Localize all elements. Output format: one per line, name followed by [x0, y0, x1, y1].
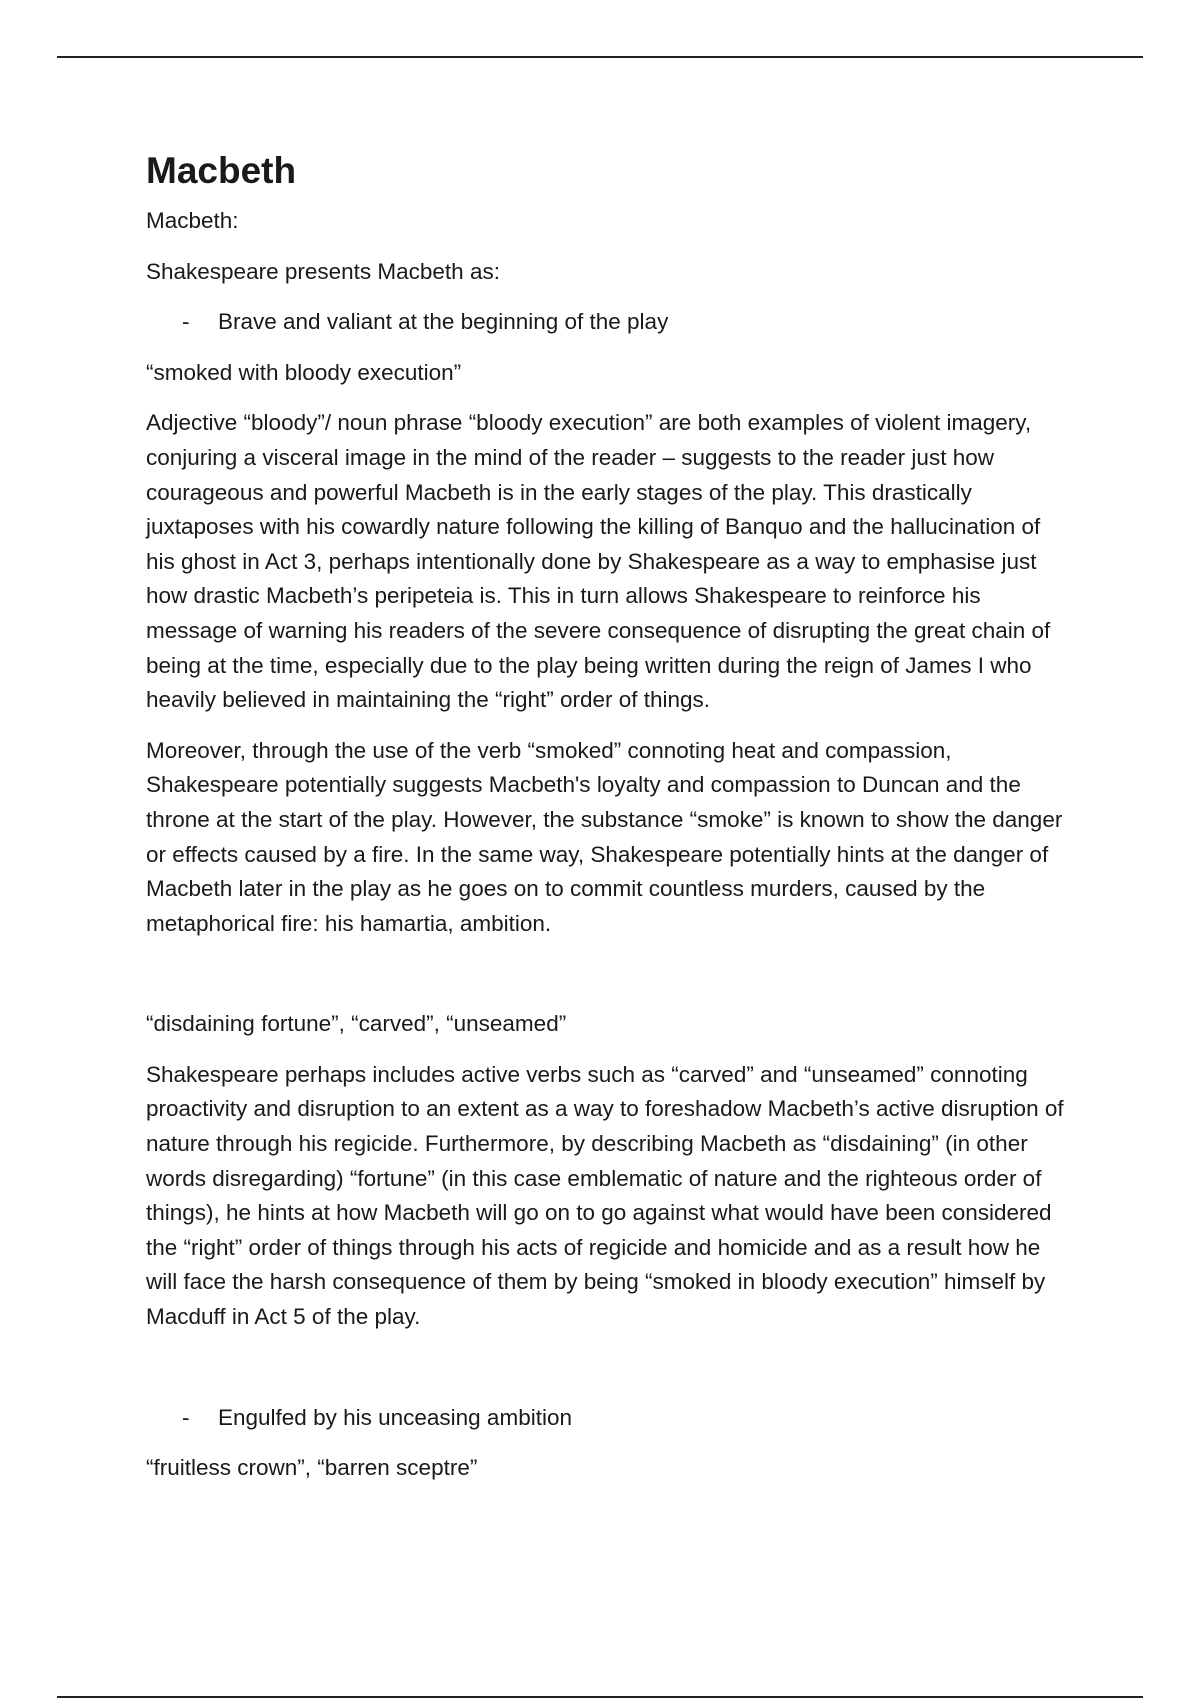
- bullet-text: Brave and valiant at the beginning of the play: [218, 309, 669, 335]
- footer-rule: [57, 1696, 1143, 1698]
- header-rule: [57, 56, 1143, 58]
- analysis-paragraph-2: Moreover, through the use of the verb “smoked” connoting heat and compassion, Shakespeare potentially suggests Macbeth's loyalty and compassion to Duncan and the throne at the start of the play. However, the substance “smoke” is known to show the danger or effects caused by a fire. In the same way, Shakespeare potentially hints at the danger of Macbeth later in the play as he goes on to commit countless murders, caused by the metaphorical fire: his hamartia, ambition.: [146, 737, 1063, 936]
- document-title: Macbeth: [146, 150, 297, 191]
- bullet-item-brave: [146, 305, 1066, 340]
- document-body: [146, 146, 1066, 1502]
- subheading: Macbeth:: [146, 208, 239, 233]
- analysis-paragraph-3: Shakespeare perhaps includes active verbs such as “carved” and “unseamed” connoting proactivity and disruption to an extent as a way to foreshadow Macbeth’s active disruption of nature through his regicide. Furthermore, by describing Macbeth as “disdaining” (in other words disregarding) “fortune” (in this case emblematic of nature and the righteous order of things), he hints at how Macbeth will go on to go against what would have been considered the “right” order of things through his acts of regicide and homicide and as a result how he will face the harsh consequence of them by being “smoked in bloody execution” himself by Macduff in Act 5 of the play.: [146, 1061, 1064, 1330]
- analysis-paragraph-1: Adjective “bloody”/ noun phrase “bloody execution” are both examples of violent imagery, conjuring a visceral image in the mind of the reader – suggests to the reader just how courageous and powerful Macbeth is in the early stages of the play. This drastically juxtaposes with his cowardly nature following the killing of Banquo and the hallucination of his ghost in Act 3, perhaps intentionally done by Shakespeare as a way to emphasise just how drastic Macbeth’s peripeteia is. This in turn allows Shakespeare to reinforce his message of warning his readers of the severe consequence of disrupting the great chain of being at the time, especially due to the play being written during the reign of James I who heavily believed in maintaining the “right” order of things.: [146, 410, 1051, 713]
- spacer: [146, 1351, 1066, 1401]
- bullet-dash: -: [182, 1404, 190, 1430]
- bullet-text: Engulfed by his unceasing ambition: [218, 1404, 572, 1430]
- bullet-dash: -: [182, 309, 190, 335]
- quote-disdaining: “disdaining fortune”, “carved”, “unseamed”: [146, 1011, 567, 1037]
- bullet-item-ambition: [146, 1401, 1066, 1436]
- quote-fruitless: “fruitless crown”, “barren sceptre”: [146, 1455, 478, 1481]
- quote-smoked: “smoked with bloody execution”: [146, 359, 462, 385]
- intro-line: Shakespeare presents Macbeth as:: [146, 258, 500, 284]
- spacer: [146, 957, 1066, 1007]
